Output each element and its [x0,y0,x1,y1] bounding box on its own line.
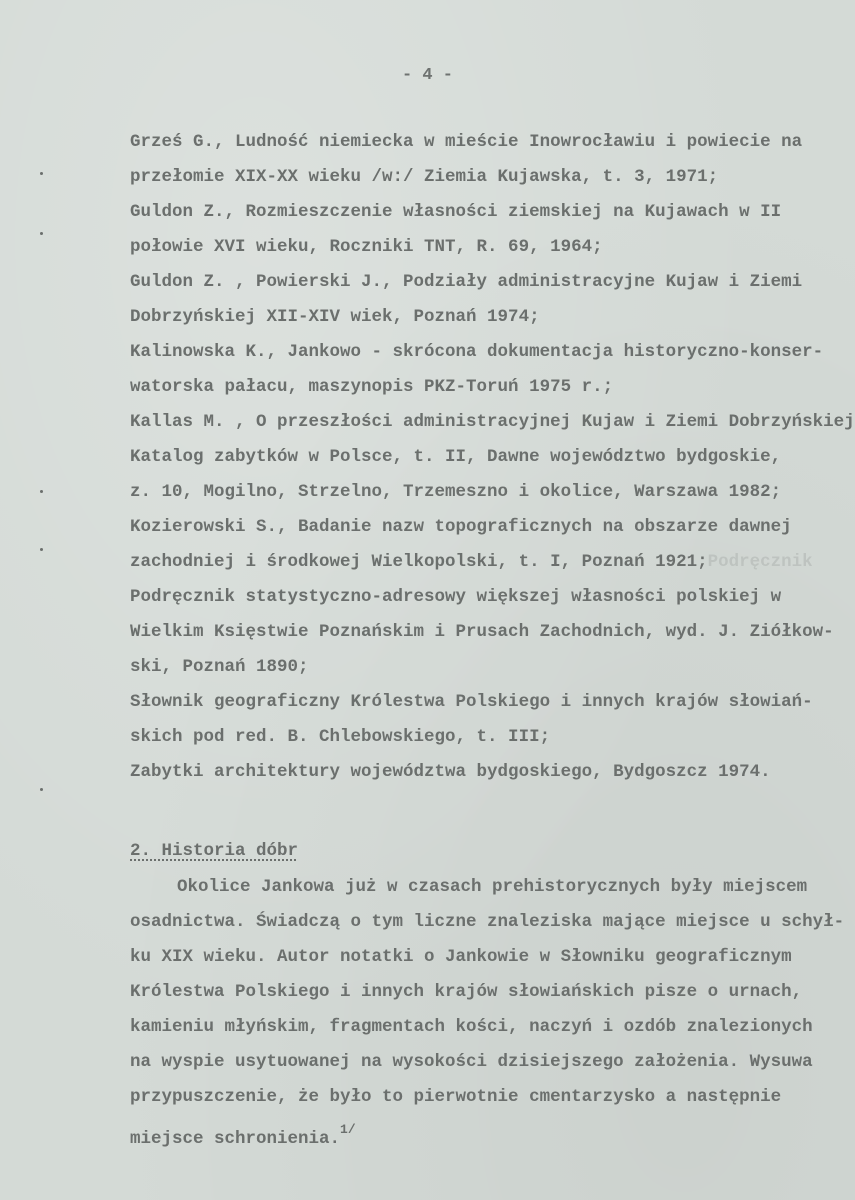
bib-line: Kalinowska K., Jankowo - skrócona dokumentacja historyczno-konser- [130,342,824,362]
page-number: - 4 - [401,66,453,85]
bib-line: połowie XVI wieku, Roczniki TNT, R. 69, 1964; [130,237,603,257]
paragraph-line: Okolice Jankowa już w czasach prehistorycznych były miejscem [177,877,808,897]
paragraph-line: osadnictwa. Świadczą o tym liczne znaleziska mające miejsce u schył- [130,912,845,932]
bib-line: ski, Poznań 1890; [130,657,309,677]
paragraph-text: miejsce schronienia. [130,1128,341,1149]
bib-line: Grześ G., Ludność niemiecka w mieście Inowrocławiu i powiecie na [130,132,803,152]
bib-line: z. 10, Mogilno, Strzelno, Trzemeszno i okolice, Warszawa 1982; [130,482,782,502]
bib-line: Słownik geograficzny Królestwa Polskiego i innych krajów słowiań- [130,692,813,712]
footnote-mark: 1/ [340,1122,356,1137]
margin-mark [40,490,43,493]
bib-line: Kallas M. , O przeszłości administracyjnej Kujaw i Ziemi Dobrzyńskiej [130,412,855,432]
bib-line: Zabytki architektury województwa bydgoskiego, Bydgoszcz 1974. [130,762,771,782]
paragraph-line: przypuszczenie, że było to pierwotnie cmentarzysko a następnie [130,1087,782,1107]
margin-mark [40,548,43,551]
margin-mark [40,232,43,235]
bib-line [130,545,855,580]
bib-line: watorska pałacu, maszynopis PKZ-Toruń 1975 r.; [130,377,614,397]
bib-line: Kozierowski S., Badanie nazw topograficznych na obszarze dawnej [130,517,792,537]
paragraph-line: Królestwa Polskiego i innych krajów słowiańskich pisze o urnach, [130,982,803,1002]
bib-line: Katalog zabytków w Polsce, t. II, Dawne województwo bydgoskie, [130,447,782,467]
paragraph-line: kamieniu młyńskim, fragmentach kości, naczyń i ozdób znalezionych [130,1017,813,1037]
margin-mark [40,172,43,175]
paragraph-line [130,1115,855,1150]
bib-line: Guldon Z., Rozmieszczenie własności ziemskiej na Kujawach w II [130,202,782,222]
margin-mark [40,788,43,791]
section-heading: 2. Historia dóbr [130,841,299,861]
bib-line: skich pod red. B. Chlebowskiego, t. III; [130,727,551,747]
history-section [130,833,855,1150]
bib-line: Wielkim Księstwie Poznańskim i Prusach Zachodnich, wyd. J. Ziółkow- [130,622,834,642]
ghost-text: Podręcznik [707,552,813,572]
bib-line: przełomie XIX-XX wieku /w:/ Ziemia Kujawska, t. 3, 1971; [130,167,719,187]
bib-line: Podręcznik statystyczno-adresowy większej własności polskiej w [130,587,782,607]
bib-line-text: zachodniej i środkowej Wielkopolski, t. I, Poznań 1921; [130,552,708,572]
bib-line: Dobrzyńskiej XII-XIV wiek, Poznań 1974; [130,307,540,327]
bib-line: Guldon Z. , Powierski J., Podziały administracyjne Kujaw i Ziemi [130,272,803,292]
paragraph-line: ku XIX wieku. Autor notatki o Jankowie w Słowniku geograficznym [130,947,792,967]
bibliography-list [130,125,855,790]
paragraph-line: na wyspie usytuowanej na wysokości dzisiejszego założenia. Wysuwa [130,1052,813,1072]
